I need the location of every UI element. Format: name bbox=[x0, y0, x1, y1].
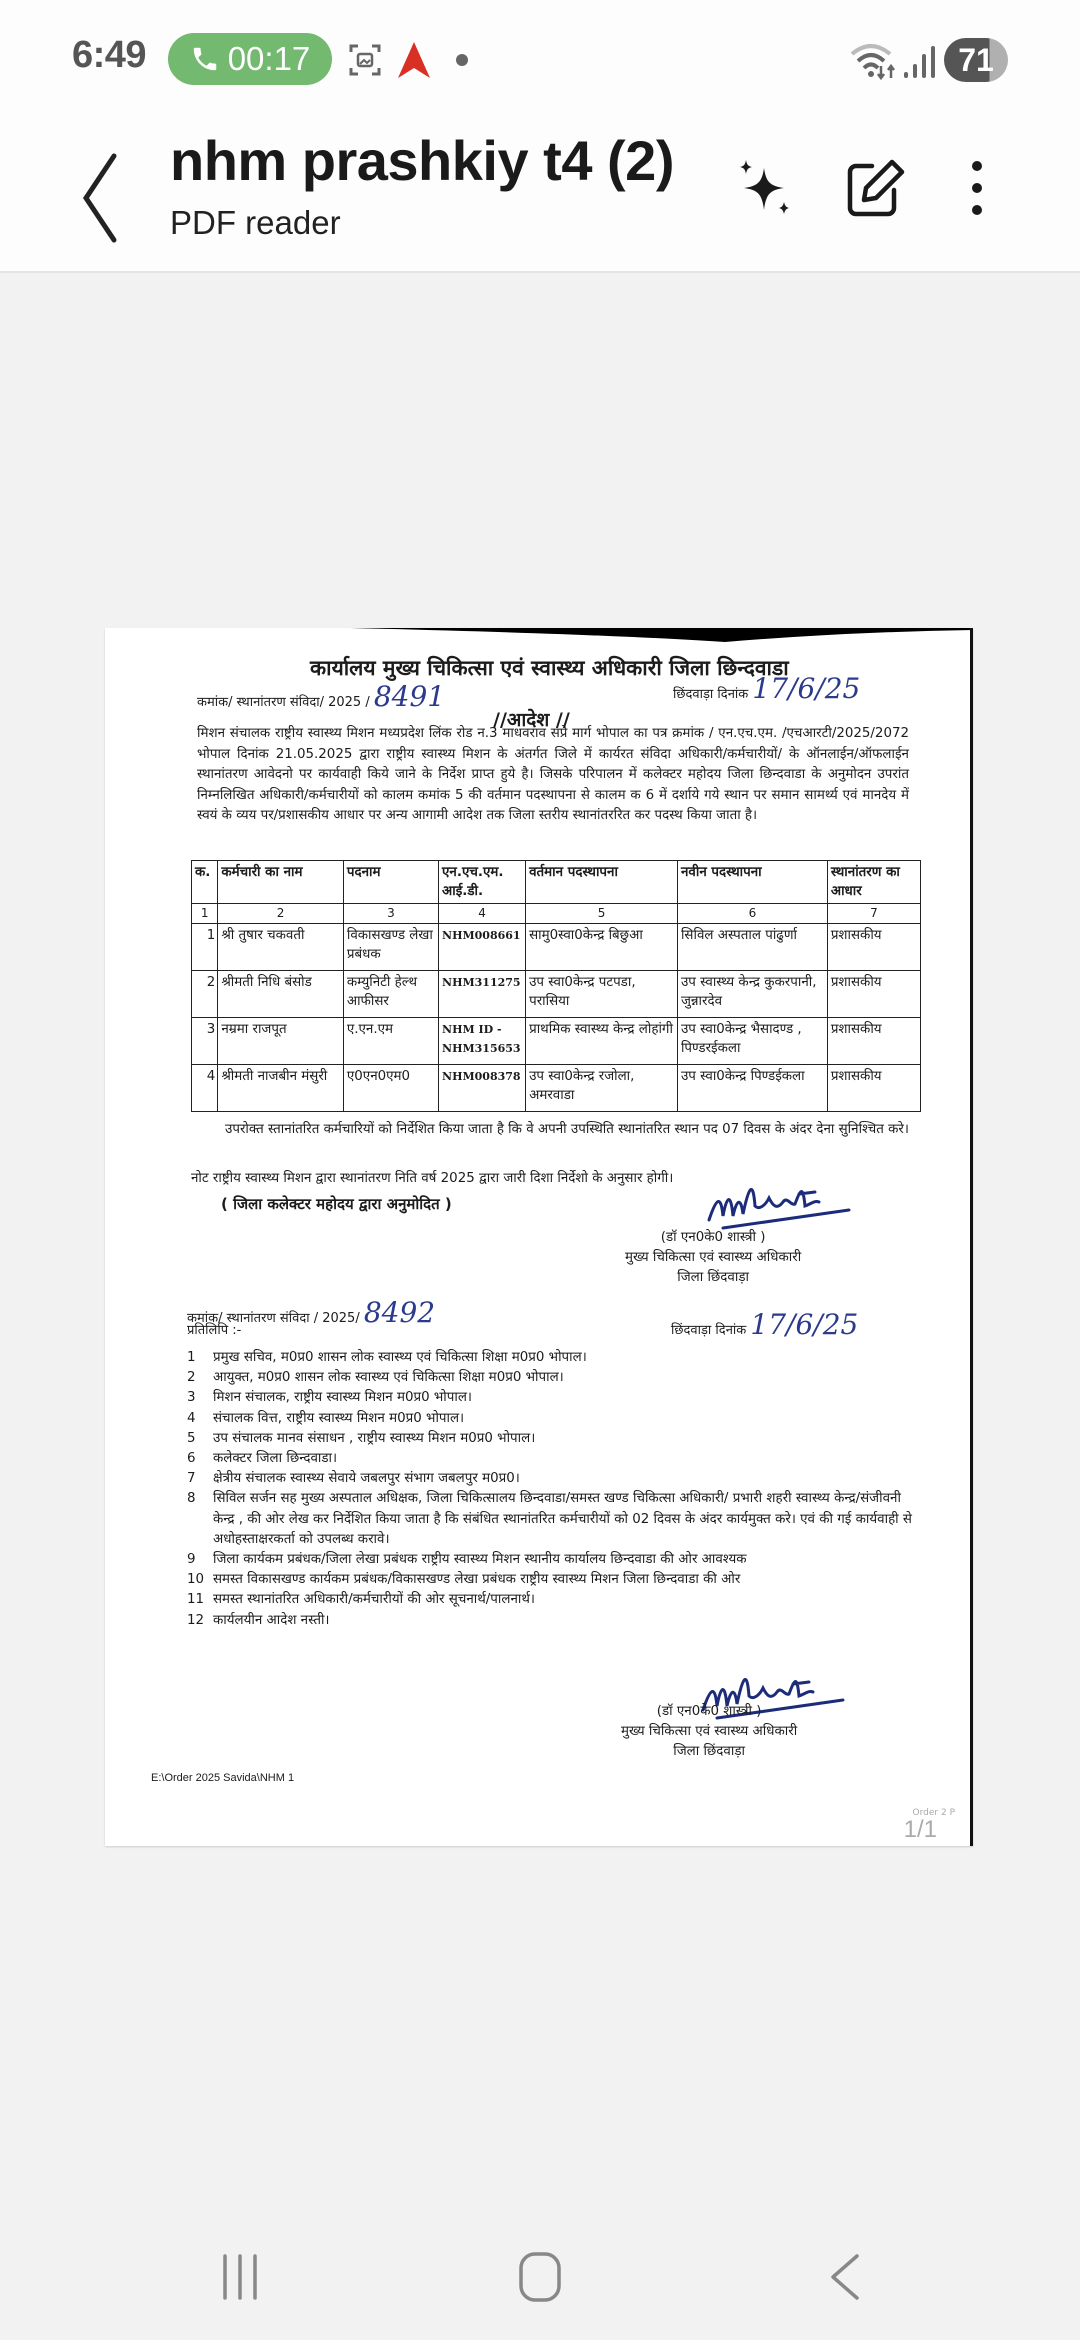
transfer-basis: प्रशासकीय bbox=[827, 1065, 920, 1112]
policy-note: नोट राष्ट्रीय स्वास्थ्य मिशन द्वारा स्थानांतरण निति वर्ष 2025 द्वारा जारी दिशा निर्देशो के अनुसार होगी। bbox=[191, 1171, 674, 1186]
table-row bbox=[192, 1018, 921, 1065]
copy-date-handwritten: 17/6/25 bbox=[750, 1308, 859, 1341]
list-item: 11 समस्त स्थानांतरित अधिकारी/कर्मचारीयों की ओर सूचनार्थ/पालनार्थ। bbox=[187, 1592, 535, 1608]
back-icon[interactable] bbox=[825, 2252, 865, 2302]
reference-prefix: कमांक/ स्थानांतरण संविदा/ 2025 / bbox=[197, 695, 370, 710]
status-bar bbox=[0, 0, 1080, 118]
copy-reference-number-handwritten: 8492 bbox=[363, 1296, 436, 1329]
designation: कम्युनिटी हेल्थ आफीसर bbox=[343, 971, 438, 1018]
scan-edge-border bbox=[970, 628, 973, 1846]
column-header: वर्तमान पदस्थापना bbox=[526, 861, 678, 904]
employee-name: श्रीमती निधि बंसोड bbox=[218, 971, 344, 1018]
new-posting: उप स्वा0केन्द्र पिण्डईकला bbox=[677, 1065, 827, 1112]
nhm-id: NHM311275 bbox=[439, 971, 526, 1018]
column-header: कर्मचारी का नाम bbox=[218, 861, 344, 904]
edit-note-icon[interactable] bbox=[844, 156, 908, 220]
current-posting: उप स्वा0केन्द्र पटपडा, परासिया bbox=[526, 971, 678, 1018]
designation: ए.एन.एम bbox=[343, 1018, 438, 1065]
table-row bbox=[192, 924, 921, 971]
transfer-basis: प्रशासकीय bbox=[827, 1018, 920, 1065]
list-item: 1 प्रमुख सचिव, म0प्र0 शासन लोक स्वास्थ्य एवं चिकित्सा शिक्षा म0प्र0 भोपाल। bbox=[187, 1350, 587, 1365]
new-posting: उप स्वास्थ्य केन्द्र कुकरपानी, जुन्नारदेव bbox=[677, 971, 827, 1018]
employee-name: नम्रमा राजपूत bbox=[218, 1018, 344, 1065]
column-number: 6 bbox=[677, 904, 827, 924]
signatory-title: मुख्य चिकित्सा एवं स्वास्थ्य अधिकारी bbox=[625, 1250, 802, 1265]
more-vert-icon[interactable] bbox=[955, 156, 999, 220]
table-header-row bbox=[192, 861, 921, 904]
serial-number: 3 bbox=[192, 1018, 218, 1065]
employee-name: श्री तुषार चकवती bbox=[218, 924, 344, 971]
signal-icon bbox=[902, 44, 936, 80]
current-posting: सामु0स्वा0केन्द्र बिछुआ bbox=[526, 924, 678, 971]
battery-level: 71 bbox=[958, 41, 994, 78]
copy-date-label: छिंदवाड़ा दिनांक bbox=[671, 1323, 747, 1338]
home-icon[interactable] bbox=[515, 2250, 565, 2304]
system-nav-bar bbox=[0, 2220, 1080, 2340]
column-number: 1 bbox=[192, 904, 218, 924]
list-item: 8 सिविल सर्जन सह मुख्य अस्पताल अधिक्षक, जिला चिकित्सालय छिन्दवाडा/समस्त खण्ड चिकित्सा अधिकारी/ प्रभारी शहरी स्वास्थ्य केन्द्र/संजीवनी केन्द्र , की ओर लेख कर निर्देशित किया जाता है कि संबंधित स्थानांतरित कर्मचारीयों को 02 दिवस के अंदर कार्यमुक्त करे। एवं की गई कार्यवाही से अधोहस्ताक्षरकर्ता को उपलब्ध करावे। bbox=[187, 1491, 912, 1547]
signatory-block bbox=[625, 1228, 801, 1288]
column-number-row bbox=[192, 904, 921, 924]
signatory-title: मुख्य चिकित्सा एवं स्वास्थ्य अधिकारी bbox=[621, 1724, 798, 1739]
date-handwritten: 17/6/25 bbox=[752, 672, 861, 705]
list-item: 3 मिशन संचालक, राष्ट्रीय स्वास्थ्य मिशन म0प्र0 भोपाल। bbox=[187, 1390, 472, 1406]
signatory-block bbox=[621, 1702, 797, 1762]
list-item: 2 आयुक्त, म0प्र0 शासन लोक स्वास्थ्य एवं चिकित्सा शिक्षा म0प्र0 भोपाल। bbox=[187, 1370, 564, 1386]
copy-reference-prefix: कमांक/ स्थानांतरण संविदा / 2025/ bbox=[187, 1311, 360, 1326]
column-header: पदनाम bbox=[343, 861, 438, 904]
signatory-name: (डॉ एन0के0 शास्त्री ) bbox=[656, 1704, 762, 1719]
joining-instruction: उपरोक्त स्तानांतरित कर्मचारियों को निर्देशित किया जाता है कि वे अपनी उपस्थिति स्थानांतरित स्थान पद 07 दिवस के अंदर देना सुनिश्चित करे। bbox=[225, 1122, 909, 1137]
call-timer: 00:17 bbox=[227, 40, 311, 77]
collector-approval: ( जिला कलेक्टर महोदय द्वारा अनुमोदित ) bbox=[221, 1195, 452, 1213]
copy-label: प्रतिलिपि :- bbox=[187, 1323, 242, 1338]
column-header: स्थानांतरण का आधार bbox=[827, 861, 920, 904]
new-posting: सिविल अस्पताल पांढुर्णा bbox=[677, 924, 827, 971]
office-heading: कार्यालय मुख्य चिकित्सा एवं स्वास्थ्य अधिकारी जिला छिन्दवाडा bbox=[310, 656, 789, 680]
order-title: //आदेश // bbox=[493, 709, 570, 731]
list-item: 12 कार्यलयीन आदेश नस्ती। bbox=[187, 1612, 330, 1628]
list-item: 4 संचालक वित्त, राष्ट्रीय स्वास्थ्य मिशन म0प्र0 भोपाल। bbox=[187, 1410, 465, 1426]
file-path-footer: E:\Order 2025 Savida\NHM 1 bbox=[151, 1772, 295, 1784]
column-header: नवीन पदस्थापना bbox=[677, 861, 827, 904]
nhm-id: NHM008378 bbox=[439, 1065, 526, 1112]
table-row bbox=[192, 971, 921, 1018]
employee-name: श्रीमती नाजबीन मंसुरी bbox=[218, 1065, 344, 1112]
status-time: 6:49 bbox=[72, 34, 147, 76]
phone-icon bbox=[190, 44, 220, 74]
transfer-table bbox=[191, 860, 921, 1112]
column-number: 4 bbox=[439, 904, 526, 924]
column-number: 5 bbox=[526, 904, 678, 924]
order-reference bbox=[197, 680, 445, 713]
reference-number-handwritten: 8491 bbox=[373, 680, 446, 713]
table-row bbox=[192, 1065, 921, 1112]
ongoing-call-chip[interactable] bbox=[168, 33, 332, 85]
list-item: 7 क्षेत्रीय संचालक स्वास्थ्य सेवाये जबलपुर संभाग जबलपुर म0प्र0। bbox=[187, 1471, 520, 1487]
designation: विकासखण्ड लेखा प्रबंधक bbox=[343, 924, 438, 971]
app-bar bbox=[0, 118, 1080, 273]
column-header: क. bbox=[192, 861, 218, 904]
signatory-name: (डॉ एन0के0 शास्त्री ) bbox=[660, 1230, 766, 1245]
column-number: 2 bbox=[218, 904, 344, 924]
app-subtitle: PDF reader bbox=[170, 204, 341, 241]
order-date bbox=[673, 672, 860, 705]
page-indicator: 1/1 bbox=[903, 1816, 937, 1843]
battery-icon bbox=[944, 38, 1008, 82]
wifi-icon bbox=[848, 40, 902, 82]
signatory-district: जिला छिंदवाड़ा bbox=[677, 1270, 749, 1285]
copy-distribution-list bbox=[187, 1348, 917, 1631]
date-label: छिंदवाड़ा दिनांक bbox=[673, 687, 749, 702]
document-title: nhm prashkiy t4 (2) bbox=[170, 129, 674, 192]
pdf-page[interactable] bbox=[105, 628, 973, 1846]
current-posting: प्राथमिक स्वास्थ्य केन्द्र लोहांगी bbox=[526, 1018, 678, 1065]
designation: ए0एन0एम0 bbox=[343, 1065, 438, 1112]
list-item: 9 जिला कार्यकम प्रबंधक/जिला लेखा प्रबंधक राष्ट्रीय स्वास्थ्य मिशन स्थानीय कार्यालय छिन्दवाडा की ओर आवश्यक bbox=[187, 1552, 747, 1568]
copy-date bbox=[671, 1308, 858, 1341]
recent-apps-icon[interactable] bbox=[215, 2252, 265, 2302]
scan-edge-shadow bbox=[105, 628, 973, 642]
serial-number: 2 bbox=[192, 971, 218, 1018]
current-posting: उप स्वा0केन्द्र रजोला, अमरवाडा bbox=[526, 1065, 678, 1112]
screenshot-icon bbox=[348, 42, 382, 78]
column-number: 3 bbox=[343, 904, 438, 924]
navigation-arrow-icon bbox=[394, 40, 434, 80]
nhm-id: NHM ID - NHM315653 bbox=[439, 1018, 526, 1065]
transfer-basis: प्रशासकीय bbox=[827, 924, 920, 971]
signature-image bbox=[703, 1176, 853, 1232]
list-item: 10 समस्त विकासखण्ड कार्यकम प्रबंधक/विकासखण्ड लेखा प्रबंधक राष्ट्रीय स्वास्थ्य मिशन जिला छिन्दवाडा की ओर bbox=[187, 1572, 741, 1588]
serial-number: 4 bbox=[192, 1065, 218, 1112]
transfer-basis: प्रशासकीय bbox=[827, 971, 920, 1018]
list-item: 5 उप संचालक मानव संसाधन , राष्ट्रीय स्वास्थ्य मिशन म0प्र0 भोपाल। bbox=[187, 1430, 536, 1446]
new-posting: उप स्वा0केन्द्र भैसादण्ड , पिण्डरईकला bbox=[677, 1018, 827, 1065]
ai-sparkle-icon[interactable] bbox=[730, 156, 794, 220]
page-tiny-label: Order 2 P bbox=[912, 1808, 955, 1818]
nhm-id: NHM008661 bbox=[439, 924, 526, 971]
signatory-district: जिला छिंदवाड़ा bbox=[673, 1744, 745, 1759]
order-body-paragraph: मिशन संचालक राष्ट्रीय स्वास्थ्य मिशन मध्यप्रदेश लिंक रोड न.3 माधवराव सप्रे मार्ग भोपाल का पत्र क्रमांक / एन.एच.एम. /एचआरटी/2025/2072 भोपाल दिनांक 21.05.2025 द्वारा राष्ट्रीय स्वास्थ्य मिशन के अंतर्गत जिले में कार्यरत संविदा अधिकारी/कर्मचारीयों/ के ऑनलाईन/ऑफलाईन स्थानांतरण आवेदनो पर कार्यवाही किये जाने के निर्देश प्राप्त हुये है। जिसके परिपालन में कलेक्टर महोदय जिला छिन्दवाडा के अनुमोदन उपरांत निम्नलिखित अधिकारी/कर्मचारीयों को कालम कमांक 5 की वर्तमान पदस्थापना से कालम क 6 में दर्शाये गये स्थान पर समान सामर्थ्य एवं मानदेय में स्वयं के व्यय पर/प्रशासकीय आधार पर अन्य आगामी आदेश तक जिला स्तरीय स्थानांतररित कर पदस्थ किया जाता है। bbox=[197, 726, 909, 823]
back-chevron-icon[interactable] bbox=[72, 148, 132, 248]
list-item: 6 कलेक्टर जिला छिन्दवाडा। bbox=[187, 1451, 338, 1467]
column-header: एन.एच.एम. आई.डी. bbox=[439, 861, 526, 904]
notification-dot-icon bbox=[456, 54, 468, 66]
serial-number: 1 bbox=[192, 924, 218, 971]
column-number: 7 bbox=[827, 904, 920, 924]
